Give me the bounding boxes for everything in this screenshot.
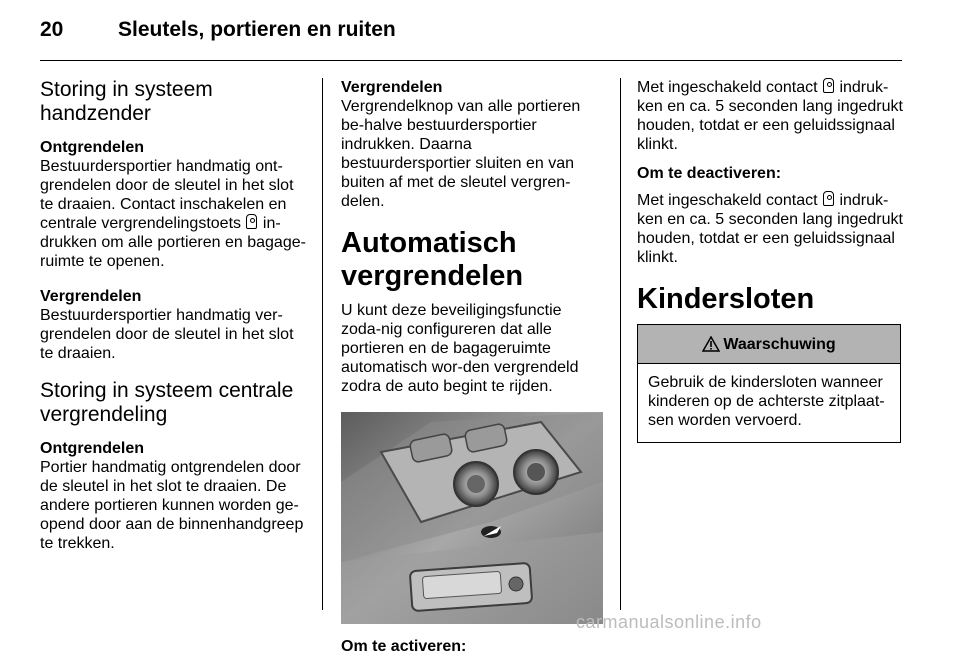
- warning-box: [637, 324, 901, 443]
- paragraph: Portier handmatig ontgrendelen door de sleutel in het slot te draaien. De andere portieren kunnen worden ge-opend door aan de binnenhandgreep te trekken.: [40, 459, 304, 552]
- column-3: [637, 78, 903, 443]
- section-heading: Storing in systeem handzender: [40, 78, 213, 125]
- warning-triangle-icon: [702, 336, 720, 352]
- paragraph: Met ingeschakeld contact indruk-ken en ca. 5 seconden lang ingedrukt houden, totdat er een geluidssignaal klinkt.: [637, 79, 903, 153]
- paragraph: Bestuurdersportier handmatig ver-grendelen door de sleutel in het slot te draaien.: [40, 307, 294, 362]
- overhead-console-photo: [341, 412, 603, 624]
- paragraph: Met ingeschakeld contact indruk-ken en ca. 5 seconden lang ingedrukt houden, totdat er een geluidssignaal klinkt.: [637, 192, 903, 266]
- warning-title: Waarschuwing: [723, 335, 836, 353]
- subheading: Vergrendelen: [341, 79, 443, 96]
- section-heading-large: Kindersloten: [637, 283, 815, 315]
- subheading: Ontgrendelen: [40, 139, 145, 156]
- subheading: Om te activeren:: [341, 638, 467, 655]
- column-2: [341, 78, 603, 656]
- paragraph: Bestuurdersportier handmatig ont-grendelen door de sleutel in het slot te draaien. Contact inschakelen en centrale vergrendelingstoets in-drukken om alle portieren en bagage-ruimte te openen.: [40, 158, 306, 270]
- lock-button-icon: [823, 78, 834, 93]
- subheading: Om te deactiveren:: [637, 165, 782, 182]
- page-number: 20: [40, 18, 64, 41]
- watermark: carmanualsonline.info: [576, 612, 762, 632]
- warning-header: [638, 325, 900, 364]
- section-heading-large: Automatisch vergrendelen: [341, 227, 524, 292]
- header-divider: [40, 60, 902, 61]
- lock-button-icon: [246, 214, 257, 229]
- column-1: [40, 78, 306, 553]
- subheading: Vergrendelen: [40, 288, 142, 305]
- lock-button-icon: [823, 191, 834, 206]
- chapter-title: Sleutels, portieren en ruiten: [118, 18, 396, 41]
- column-divider: [620, 78, 621, 610]
- paragraph: Vergrendelknop van alle portieren be-halve bestuurdersportier indrukken. Daarna bestuurdersportier sluiten en van buiten af met de sleutel vergren-delen.: [341, 98, 581, 210]
- warning-text: Gebruik de kindersloten wanneer kinderen op de achterste zitplaat-sen worden vervoerd.: [648, 374, 885, 429]
- paragraph: U kunt deze beveiligingsfunctie zoda-nig configureren dat alle portieren en de bagageruimte automatisch wor-den vergrendeld zodra de auto begint te rijden.: [341, 302, 579, 395]
- section-heading: Storing in systeem centrale vergrendeling: [40, 379, 294, 426]
- subheading: Ontgrendelen: [40, 440, 145, 457]
- page-header: [40, 18, 902, 58]
- column-divider: [322, 78, 323, 610]
